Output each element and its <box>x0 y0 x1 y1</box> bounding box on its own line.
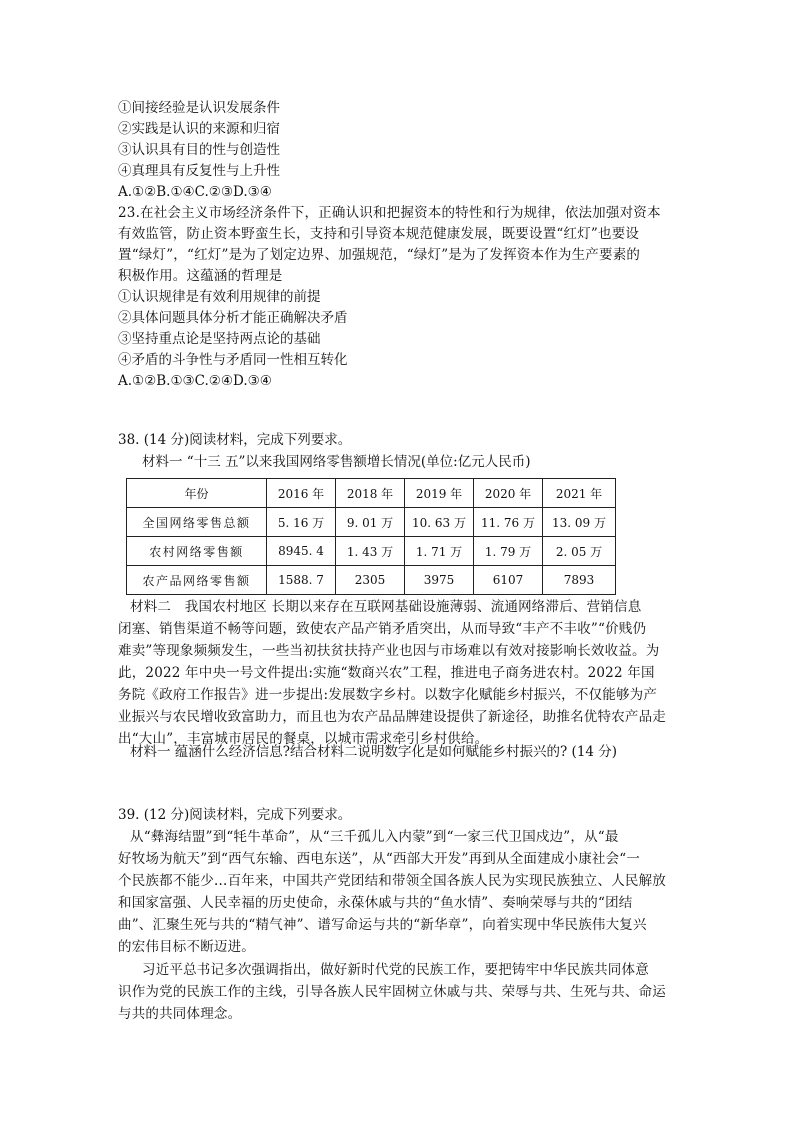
table-cell: 2305 <box>336 566 405 595</box>
q39-para1-line-5: 曲”、汇聚生死与共的“精气神”、谱写命运与共的“新华章”，向着实现中华民族伟大复兴 <box>118 917 647 933</box>
q22-option-4: ④真理具有反复性与上升性 <box>118 163 280 179</box>
table-cell: 1. 71 万 <box>405 537 474 566</box>
q39-para1-line-2: 好牧场为航天”到“西气东输、西电东送”，从“西部大开发”再到从全面建成小康社会“一 <box>118 851 641 867</box>
table-cell: 农村网络零售额 <box>127 537 267 566</box>
table-cell: 3975 <box>405 566 474 595</box>
q23-option-1: ①认识规律是有效利用规律的前提 <box>118 289 321 305</box>
q38-material2-line-5: 务院《政府工作报告》进一步提出:发展数字乡村。以数字化赋能乡村振兴，不仅能够为产 <box>118 687 658 703</box>
table-row <box>127 566 616 595</box>
q38-material2-line-3: 难卖”等现象频频发生，一些当初扶贫扶持产业也因与市场难以有效对接影响长效收益。为 <box>118 643 660 659</box>
q23-answers: A.①②B.①③C.②④D.③④ <box>118 373 272 389</box>
retail-sales-table <box>126 478 616 595</box>
q22-option-2: ②实践是认识的来源和归宿 <box>118 121 280 137</box>
q23-option-2: ②具体问题具体分析才能正确解决矛盾 <box>118 310 348 326</box>
table-header-row <box>127 479 616 508</box>
q39-para1-line-3: 个民族都不能少…百年来，中国共产党团结和带领全国各族人民为实现民族独立、人民解放 <box>118 873 666 889</box>
q23-stem-line-2: 有效监管，防止资本野蛮生长，支持和引导资本规范健康发展，既要设置“红灯”也要设 <box>118 226 640 242</box>
q39-para1-line-4: 和国家富强、人民幸福的历史使命，永葆休戚与共的“鱼水情”、奏响荣辱与共的“团结 <box>118 895 633 911</box>
q23-stem-line-1: 23.在社会主义市场经济条件下，正确认识和把握资本的特性和行为规律，依法加强对资本 <box>118 205 661 221</box>
table-row <box>127 537 616 566</box>
q22-option-1: ①间接经验是认识发展条件 <box>118 100 280 116</box>
q38-heading: 38. (14 分)阅读材料，完成下列要求。 <box>118 432 352 448</box>
q23-option-3: ③坚持重点论是坚持两点论的基础 <box>118 331 321 347</box>
q39-para2-line-2: 识作为党的民族工作的主线，引导各族人民牢固树立休戚与共、荣辱与共、生死与共、命运 <box>118 984 666 1000</box>
table-header-cell: 2021 年 <box>543 479 616 508</box>
table-cell: 5. 16 万 <box>267 508 336 537</box>
q39-heading: 39. (12 分)阅读材料，完成下列要求。 <box>118 807 352 823</box>
table-header-cell: 2019 年 <box>405 479 474 508</box>
q38-material2-line-2: 闭塞、销售渠道不畅等问题，致使农产品产销矛盾突出，从而导致“丰产不丰收”“价贱仍 <box>118 621 647 637</box>
table-cell: 全国网络零售总额 <box>127 508 267 537</box>
q39-para1-line-6: 的宏伟目标不断迈进。 <box>118 939 255 955</box>
q38-material2-line-4: 此，2022 年中央一号文件提出:实施“数商兴农”工程，推进电子商务进农村。2022 年国 <box>118 665 655 681</box>
table-header-cell: 2018 年 <box>336 479 405 508</box>
q39-para1-line-1: 从“彝海结盟”到“牦牛革命”，从“三千孤儿入内蒙”到“一家三代卫国戍边”，从“最 <box>130 829 619 845</box>
q39-para2-line-1: 习近平总书记多次强调指出，做好新时代党的民族工作，要把铸牢中华民族共同体意 <box>142 962 649 978</box>
q23-stem-line-4: 积极作用。这蕴涵的哲理是 <box>118 268 283 284</box>
q23-option-4: ④矛盾的斗争性与矛盾同一性相互转化 <box>118 352 348 368</box>
q38-material2-line-6: 业振兴与农民增收致富助力，而且也为农产品品牌建设提供了新途径，助推名优特农产品走 <box>118 709 666 725</box>
table-header-cell: 年份 <box>127 479 267 508</box>
q39-para2-line-3: 与共的共同体理念。 <box>118 1006 242 1022</box>
table-header-cell: 2020 年 <box>474 479 543 508</box>
table-cell: 1. 43 万 <box>336 537 405 566</box>
q38-material2-line-7: 出“大山”，丰富城市居民的餐桌，以城市需求牵引乡村供给。 <box>118 731 489 747</box>
table-cell: 7893 <box>543 566 616 595</box>
table-cell: 10. 63 万 <box>405 508 474 537</box>
table-header-cell: 2016 年 <box>267 479 336 508</box>
q23-stem-line-3: 置“绿灯”，“红灯”是为了划定边界、加强规范，“绿灯”是为了发挥资本作为生产要素的 <box>118 247 641 263</box>
q22-answers: A.①②B.①④C.②③D.③④ <box>118 184 272 200</box>
q38-question: 材料一 蕴涵什么经济信息?结合材料二说明数字化是如何赋能乡村振兴的? (14 分) <box>130 744 618 760</box>
table-cell: 13. 09 万 <box>543 508 616 537</box>
q22-option-3: ③认识具有目的性与创造性 <box>118 142 280 158</box>
table-cell: 9. 01 万 <box>336 508 405 537</box>
table-cell: 2. 05 万 <box>543 537 616 566</box>
table-cell: 1. 79 万 <box>474 537 543 566</box>
table-row <box>127 508 616 537</box>
table-cell: 农产品网络零售额 <box>127 566 267 595</box>
table-cell: 11. 76 万 <box>474 508 543 537</box>
table-cell: 6107 <box>474 566 543 595</box>
q38-material2-line-1: 材料二 我国农村地区 长期以来存在互联网基础设施薄弱、流通网络滞后、营销信息 <box>130 599 642 615</box>
table-cell: 1588. 7 <box>267 566 336 595</box>
table-cell: 8945. 4 <box>267 537 336 566</box>
q38-material1-title: 材料一 “十三 五”以来我国网络零售额增长情况(单位:亿元人民币) <box>142 454 531 470</box>
